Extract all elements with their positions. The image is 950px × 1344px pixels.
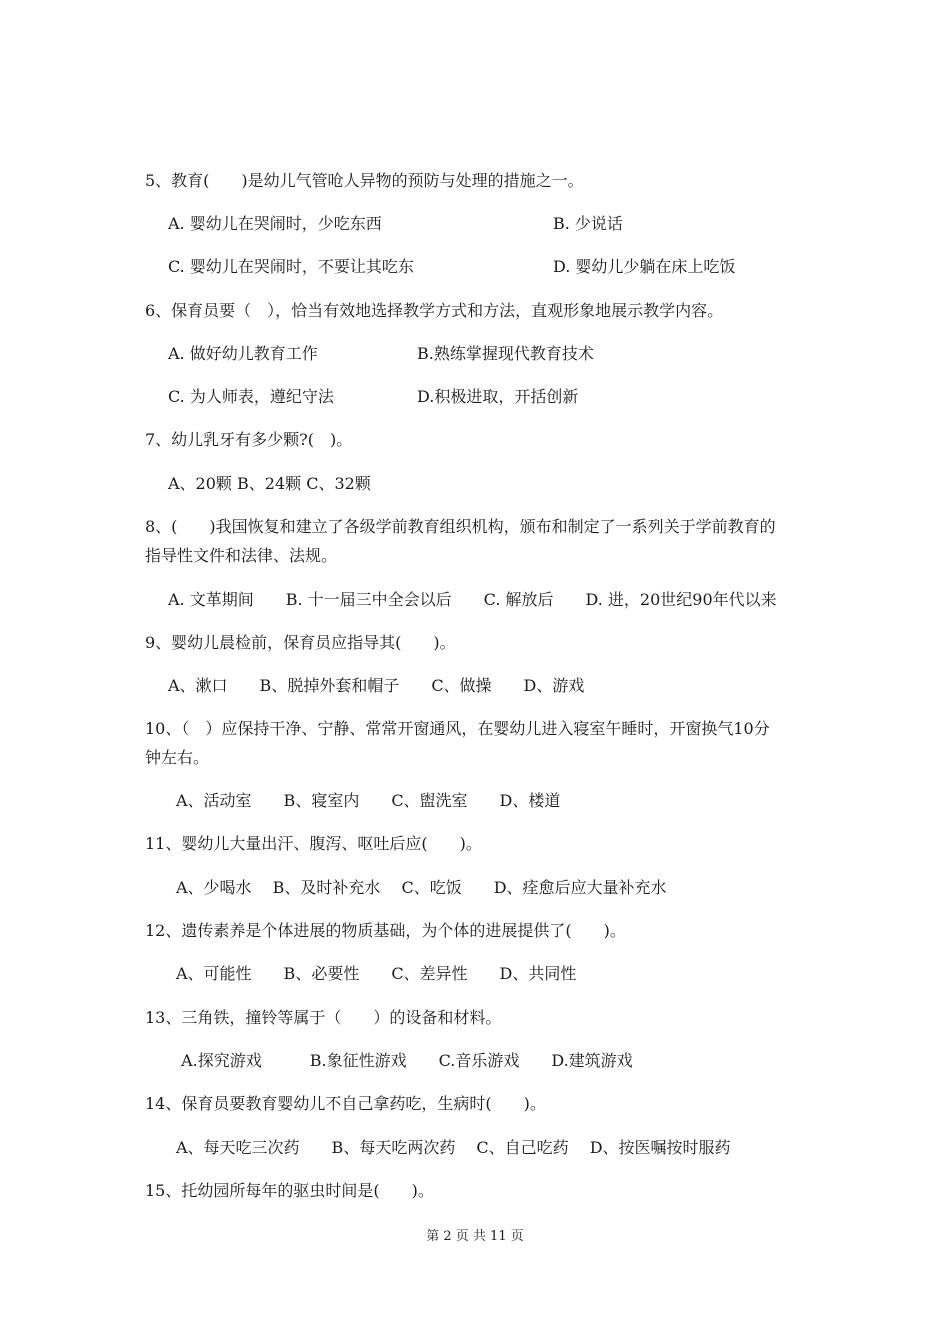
question-7-options: A、20颗 B、24颗 C、32颗 [168,474,371,493]
question-5-option-b: B. 少说话 [553,214,623,233]
question-5-option-d: D. 婴幼儿少躺在床上吃饭 [553,257,736,276]
question-6-stem: 6、保育员要（ ），恰当有效地选择教学方式和方法，直观形象地展示教学内容。 [145,301,724,320]
page-number: 第 2 页 共 11 页 [426,1229,524,1244]
question-9-options: A、漱口 B、脱掉外套和帽子 C、做操 D、游戏 [168,676,585,695]
question-6-option-c: C. 为人师表，遵纪守法 [168,387,334,406]
question-13-options: A.探究游戏 B.象征性游戏 C.音乐游戏 D.建筑游戏 [176,1051,633,1070]
question-6-option-d: D.积极进取，开括创新 [417,387,579,406]
question-8-stem-line2: 指导性文件和法律、法规。 [145,546,338,565]
question-15-stem: 15、托幼园所每年的驱虫时间是( )。 [145,1181,434,1200]
question-6-option-b: B.熟练掌握现代教育技术 [417,344,594,363]
question-10-stem-line1: 10、（ ）应保持干净、宁静、常常开窗通风，在婴幼儿进入寝室午睡时，开窗换气10分 [145,719,770,738]
question-12-stem: 12、遗传素养是个体进展的物质基础，为个体的进展提供了( )。 [145,921,626,940]
question-5-stem: 5、教育( )是幼儿气管呛人异物的预防与处理的措施之一。 [145,171,584,190]
question-11-options: A、少喝水 B、及时补充水 C、吃饭 D、痊愈后应大量补充水 [176,878,667,897]
question-12-options: A、可能性 B、必要性 C、差异性 D、共同性 [176,964,577,983]
question-7-stem: 7、幼儿乳牙有多少颗?( )。 [145,430,353,449]
question-8-stem-line1: 8、( )我国恢复和建立了各级学前教育组织机构，颁布和制定了一系列关于学前教育的 [145,517,776,536]
question-10-stem-line2: 钟左右。 [145,748,210,767]
question-6-option-a: A. 做好幼儿教育工作 [168,344,318,363]
question-5-option-a: A. 婴幼儿在哭闹时，少吃东西 [168,214,382,233]
question-11-stem: 11、婴幼儿大量出汗、腹泻、呕吐后应( )。 [145,834,482,853]
question-9-stem: 9、婴幼儿晨检前，保育员应指导其( )。 [145,633,456,652]
question-13-stem: 13、三角铁，撞铃等属于（ ）的设备和材料。 [145,1008,502,1027]
question-10-options: A、活动室 B、寝室内 C、盥洗室 D、楼道 [176,791,561,810]
question-14-stem: 14、保育员要教育婴幼儿不自己拿药吃，生病时( )。 [145,1094,546,1113]
question-14-options: A、每天吃三次药 B、每天吃两次药 C、自己吃药 D、按医嘱按时服药 [176,1138,731,1157]
question-5-option-c: C. 婴幼儿在哭闹时，不要让其吃东 [168,257,414,276]
question-8-options: A. 文革期间 B. 十一届三中全会以后 C. 解放后 D. 进，20世纪90年代以来 [168,590,777,609]
